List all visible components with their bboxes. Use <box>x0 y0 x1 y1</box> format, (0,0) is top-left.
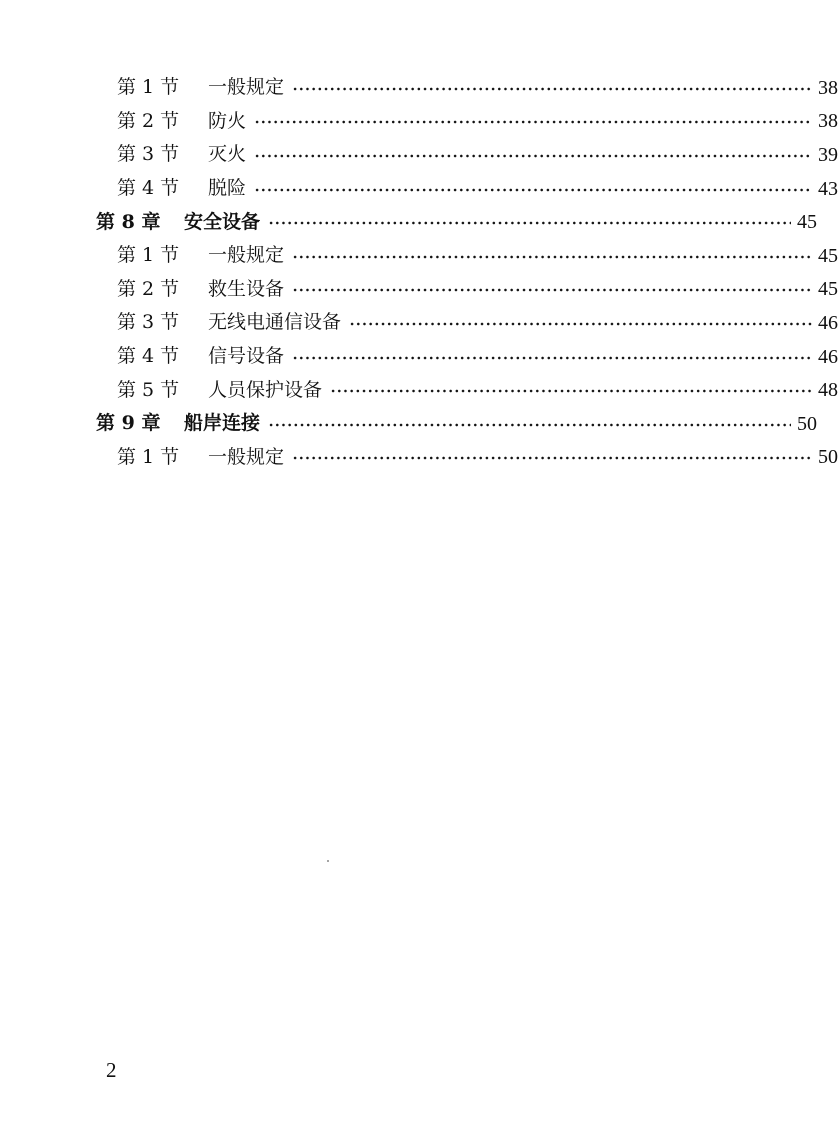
dot-leader <box>268 415 791 434</box>
dot-leader <box>268 214 791 233</box>
dot-leader <box>254 180 812 199</box>
table-of-contents <box>0 71 838 474</box>
toc-entry-title: 一般规定 <box>208 244 285 267</box>
toc-chapter-title: 船岸连接 <box>184 412 261 435</box>
toc-entry-number: 第 5 节 <box>117 378 180 401</box>
toc-entry-title: 防火 <box>208 109 247 132</box>
dot-leader <box>292 281 812 300</box>
toc-chapter-number: 第 8 章 <box>96 210 161 233</box>
toc-entry-number: 第 4 节 <box>117 345 180 368</box>
toc-entry <box>0 172 838 206</box>
toc-entry-number: 第 1 节 <box>117 445 180 468</box>
dot-leader <box>292 247 812 266</box>
toc-entry <box>0 340 838 374</box>
dot-leader <box>292 79 812 98</box>
toc-entry-page: 45 <box>818 244 838 267</box>
toc-entry <box>0 105 838 139</box>
dot-leader <box>330 382 812 401</box>
toc-entry-page: 46 <box>818 311 838 334</box>
toc-entry-title: 脱险 <box>208 177 247 200</box>
toc-entry-page: 38 <box>818 110 838 133</box>
toc-entry <box>0 239 838 273</box>
toc-entry-number: 第 4 节 <box>117 177 180 200</box>
toc-entry-number: 第 3 节 <box>117 311 180 334</box>
dot-leader <box>254 113 812 132</box>
dot-leader <box>349 314 812 333</box>
toc-entry-number: 第 2 节 <box>117 109 180 132</box>
toc-chapter-entry <box>0 407 817 441</box>
toc-entry-title: 人员保护设备 <box>208 378 323 401</box>
toc-entry-title: 救生设备 <box>208 277 285 300</box>
toc-chapter-page: 50 <box>797 412 817 435</box>
toc-entry-page: 39 <box>818 143 838 166</box>
scan-speck <box>327 860 329 862</box>
dot-leader <box>292 348 812 367</box>
toc-entry-page: 48 <box>818 379 838 402</box>
toc-entry <box>0 373 838 407</box>
toc-entry <box>0 71 838 105</box>
dot-leader <box>292 449 812 468</box>
toc-entry <box>0 441 838 475</box>
page-number: 2 <box>106 1058 117 1082</box>
toc-entry-title: 一般规定 <box>208 445 285 468</box>
toc-chapter-number: 第 9 章 <box>96 412 161 435</box>
toc-entry-number: 第 1 节 <box>117 76 180 99</box>
toc-entry-page: 38 <box>818 76 838 99</box>
toc-entry-number: 第 1 节 <box>117 244 180 267</box>
dot-leader <box>254 146 812 165</box>
toc-entry-number: 第 3 节 <box>117 143 180 166</box>
toc-chapter-page: 45 <box>797 211 817 234</box>
toc-entry <box>0 306 838 340</box>
toc-chapter-title: 安全设备 <box>184 210 261 233</box>
toc-entry-number: 第 2 节 <box>117 277 180 300</box>
toc-entry-title: 信号设备 <box>208 345 285 368</box>
toc-entry-page: 50 <box>818 446 838 469</box>
toc-entry-title: 无线电通信设备 <box>208 311 342 334</box>
toc-entry-page: 43 <box>818 177 838 200</box>
toc-entry-page: 46 <box>818 345 838 368</box>
toc-entry-page: 45 <box>818 278 838 301</box>
toc-entry-title: 灭火 <box>208 143 247 166</box>
toc-entry <box>0 273 838 307</box>
toc-entry <box>0 138 838 172</box>
toc-entry-title: 一般规定 <box>208 76 285 99</box>
toc-chapter-entry <box>0 205 817 239</box>
